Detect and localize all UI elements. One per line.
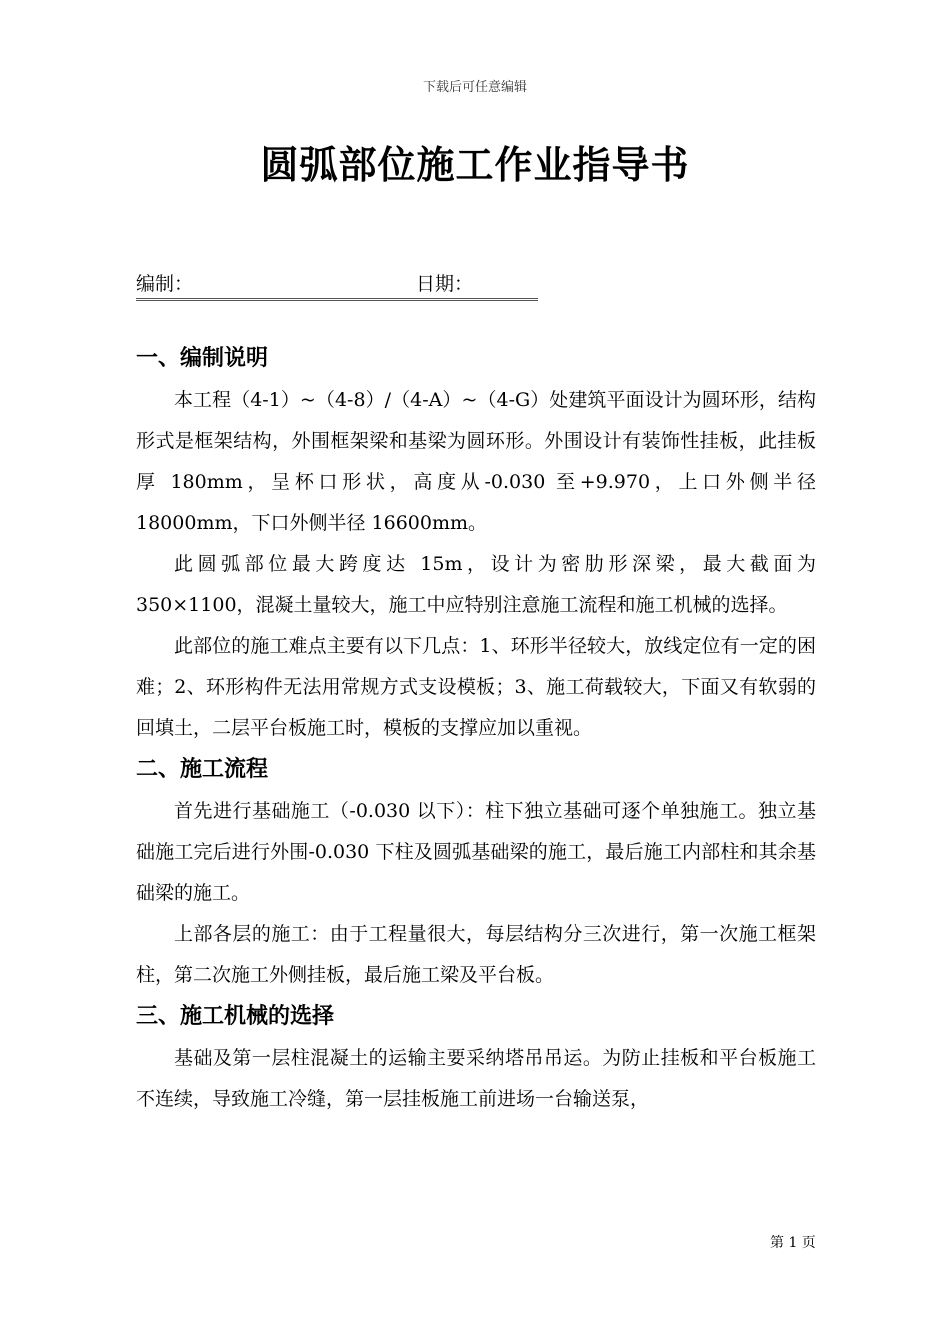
date-label: 日期： <box>416 273 474 295</box>
section-heading: 三、施工机械的选择 <box>136 1004 335 1029</box>
paragraph: 此部位的施工难点主要有以下几点：1、环形半径较大，放线定位有一定的困难；2、环形构件无法用常规方式支设模板；3、施工荷载较大，下面又有软弱的回填土，二层平台板施工时，模板的支撑应加以重视。 <box>136 635 816 739</box>
section-heading: 一、编制说明 <box>136 346 269 371</box>
paragraph: 此圆弧部位最大跨度达 15m，设计为密肋形深梁，最大截面为 350×1100，混凝土量较大，施工中应特别注意施工流程和施工机械的选择。 <box>136 553 816 616</box>
section-heading: 二、施工流程 <box>136 757 269 782</box>
paragraph: 首先进行基础施工（-0.030 以下）：柱下独立基础可逐个单独施工。独立基础施工完后进行外围-0.030 下柱及圆弧基础梁的施工，最后施工内部柱和其余基础梁的施工。 <box>136 800 816 904</box>
document-title: 圆弧部位施工作业指导书 <box>260 143 690 187</box>
header-note: 下载后可任意编辑 <box>422 80 527 95</box>
compile-label: 编制： <box>136 273 194 295</box>
document-body <box>136 338 816 1120</box>
paragraph: 上部各层的施工：由于工程量很大，每层结构分三次进行，第一次施工框架柱，第二次施工外侧挂板，最后施工梁及平台板。 <box>136 923 816 986</box>
meta-line <box>136 268 538 301</box>
paragraph: 本工程（4-1）~（4-8）/（4-A）~（4-G）处建筑平面设计为圆环形，结构形式是框架结构，外围框架梁和基梁为圆环形。外围设计有装饰性挂板，此挂板厚 180mm，呈杯口形状，高度从-0.030 至+9.970，上口外侧半径 18000mm，下口外侧半径 16600mm。 <box>136 389 816 534</box>
paragraph: 基础及第一层柱混凝土的运输主要采纳塔吊吊运。为防止挂板和平台板施工不连续，导致施工冷缝，第一层挂板施工前进场一台输送泵， <box>136 1047 816 1110</box>
page-number: 第 1 页 <box>770 1235 816 1251</box>
